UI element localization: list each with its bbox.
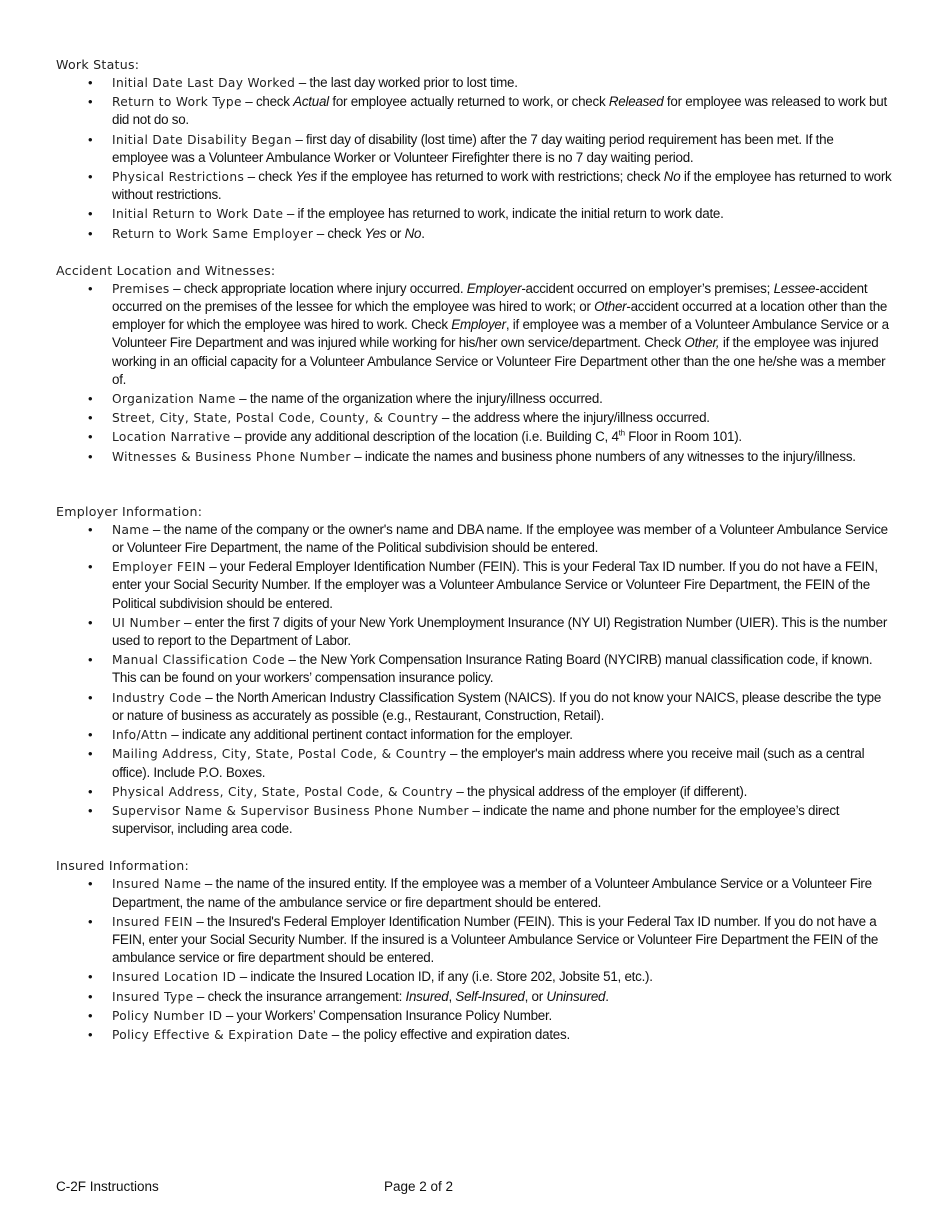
- emphasis-text: Yes: [295, 169, 318, 185]
- field-term: Physical Restrictions: [112, 170, 245, 185]
- field-term: UI Number: [112, 615, 181, 630]
- description-text: – the last day worked prior to lost time.: [295, 75, 518, 90]
- field-term: Return to Work Same Employer: [112, 226, 314, 241]
- description-text: .: [421, 225, 425, 241]
- description-text: – your Federal Employer Identification Number (FEIN). This is your Federal Tax ID number. If you do not have a FEIN, enter your Social Security Number. If the employer was a Volunteer Ambulance Service or Volunteer Fire Department, the FEIN of the Political subdivision should be entered.: [112, 559, 878, 611]
- list-item: [112, 390, 892, 408]
- field-term: Physical Address, City, State, Postal Code, & Country: [112, 784, 453, 799]
- description-text: – the address where the injury/illness occurred.: [438, 410, 710, 426]
- emphasis-text: No: [404, 225, 422, 241]
- list-item: [112, 280, 892, 389]
- description-text: – the employer's main address where you receive mail (such as a central office). Include P.O. Boxes.: [112, 746, 865, 780]
- field-term: Insured Location ID: [112, 970, 237, 985]
- description-text: – check: [241, 94, 294, 110]
- page-number: Page 2 of 2: [384, 1179, 454, 1194]
- section-employer-information: [56, 503, 892, 838]
- list-item: [112, 205, 892, 223]
- field-term: Employer FEIN: [112, 560, 206, 575]
- description-text: – check the insurance arrangement:: [193, 988, 406, 1004]
- description-text: – indicate the name and phone number for the employee’s direct supervisor, including area code.: [112, 802, 840, 837]
- list-item: [112, 409, 892, 427]
- field-term: Location Narrative: [112, 430, 231, 445]
- description-text: – check appropriate location where injury occurred.: [169, 280, 467, 296]
- description-text: – indicate any additional pertinent contact information for the employer.: [167, 727, 573, 743]
- bullet-list: [56, 875, 892, 1044]
- description-text: – indicate the Insured Location ID, if any (i.e. Store 202, Jobsite 51, etc.).: [236, 969, 653, 985]
- emphasis-text: Yes: [364, 225, 387, 241]
- description-text: – the name of the organization where the injury/illness occurred.: [235, 391, 603, 407]
- list-item: [112, 968, 892, 986]
- description-text: , if employee was a member of a Volunteer Ambulance Service or a Volunteer Fire Department and was injured while working for his/her own service/department. Check: [112, 317, 889, 351]
- field-term: Return to Work Type: [112, 95, 242, 110]
- field-term: Name: [112, 522, 150, 537]
- section-title: Accident Location and Witnesses:: [56, 262, 276, 278]
- field-term: Supervisor Name & Supervisor Business Phone Number: [112, 803, 469, 818]
- list-item: [112, 448, 892, 466]
- section-title: Work Status:: [56, 57, 140, 72]
- document-body: [56, 56, 892, 1045]
- section-insured-information: [56, 857, 892, 1044]
- field-term: Witnesses & Business Phone Number: [112, 449, 351, 464]
- list-item: [112, 745, 892, 781]
- bullet-list: [56, 74, 892, 243]
- description-text: -accident occurred at a location other than the employer for which the employee was hired to work. Check: [112, 299, 888, 333]
- description-text: – the North American Industry Classification System (NAICS). If you do not know your NAICS, please describe the type or nature of business as accurately as possible (e.g., Restaurant, Construction, Retail).: [112, 689, 882, 723]
- list-item: [112, 614, 892, 650]
- section-work-status: [56, 56, 892, 243]
- description-text: , or: [524, 988, 547, 1004]
- description-text: – if the employee has returned to work, indicate the initial return to work date.: [283, 206, 724, 222]
- field-term: Info/Attn: [112, 728, 168, 743]
- emphasis-text: Other,: [684, 335, 720, 351]
- description-text: – the name of the company or the owner's name and DBA name. If the employee was member of a Volunteer Ambulance Service or Volunteer Fire Department, the name of the Political subdivision should be entered.: [112, 521, 888, 556]
- emphasis-text: No: [663, 169, 681, 185]
- emphasis-text: Released: [608, 94, 664, 110]
- emphasis-text: Uninsured: [546, 988, 606, 1004]
- emphasis-text: Self-Insured: [455, 988, 525, 1004]
- list-item: [112, 428, 892, 446]
- list-item: [112, 726, 892, 744]
- list-item: [112, 558, 892, 613]
- description-text: – enter the first 7 digits of your New York Unemployment Insurance (NY UI) Registration Number (UIER). This is the number used to report to the Department of Labor.: [112, 614, 888, 649]
- field-term: Initial Return to Work Date: [112, 207, 284, 222]
- field-term: Industry Code: [112, 690, 202, 705]
- section-title: Insured Information:: [56, 858, 190, 874]
- list-item: [112, 168, 892, 204]
- emphasis-text: Employer: [466, 280, 522, 296]
- emphasis-text: Insured: [405, 988, 449, 1004]
- description-text: ,: [448, 988, 456, 1004]
- description-text: – the physical address of the employer (if different).: [452, 783, 748, 799]
- description-text: – indicate the names and business phone numbers of any witnesses to the injury/illness.: [350, 448, 856, 464]
- description-text: Floor in Room 101).: [624, 429, 742, 445]
- list-item: [112, 783, 892, 801]
- superscript-text: th: [618, 428, 625, 438]
- field-term: Street, City, State, Postal Code, County, & Country: [112, 411, 439, 426]
- field-term: Manual Classification Code: [112, 653, 285, 668]
- list-item: [112, 74, 892, 92]
- list-item: [112, 988, 892, 1006]
- description-text: -accident occurred on employer’s premises;: [521, 280, 774, 296]
- bullet-list: [56, 280, 892, 466]
- section-title: Employer Information:: [56, 503, 203, 519]
- description-text: – the Insured's Federal Employer Identification Number (FEIN). This is your Federal Tax ID number. If you do not have a FEIN, enter your Social Security Number. If the insured is a Volunteer Ambulance Service or Volunteer Fire Department the FEIN of the ambulance service or fire department should be entered.: [112, 913, 879, 966]
- description-text: – the New York Compensation Insurance Rating Board (NYCIRB) manual classification code, if known. This can be found on your workers’ compensation insurance policy.: [112, 652, 873, 686]
- list-item: [112, 913, 892, 968]
- list-item: [112, 131, 892, 167]
- bullet-list: [56, 521, 892, 838]
- description-text: for employee actually returned to work, or check: [328, 94, 609, 110]
- description-text: for employee was released to work but did not do so.: [112, 94, 887, 128]
- field-term: Policy Effective & Expiration Date: [112, 1027, 329, 1042]
- form-label: C-2F Instructions: [56, 1179, 159, 1194]
- description-text: – first day of disability (lost time) after the 7 day waiting period requirement has been met. If the employee was a Volunteer Ambulance Worker or Volunteer Firefighter there is no 7 day waiting period.: [112, 131, 834, 165]
- description-text: if the employee has returned to work without restrictions.: [112, 169, 892, 203]
- emphasis-text: Other: [594, 299, 627, 315]
- field-term: Premises: [112, 281, 170, 296]
- list-item: [112, 802, 892, 838]
- description-text: – provide any additional description of the location (i.e. Building C, 4: [230, 429, 619, 445]
- description-text: – the name of the insured entity. If the employee was a member of a Volunteer Ambulance Service or a Volunteer Fire Department, the name of the ambulance service or fire department should be entered.: [112, 876, 872, 910]
- list-item: [112, 521, 892, 557]
- description-text: -accident occurred on the premises of the lessee for which the employee was hired to work; or: [112, 280, 868, 315]
- field-term: Policy Number ID: [112, 1008, 223, 1023]
- field-term: Mailing Address, City, State, Postal Code, & Country: [112, 747, 447, 762]
- field-term: Insured Type: [112, 989, 194, 1004]
- emphasis-text: Lessee: [773, 280, 816, 296]
- description-text: – your Workers’ Compensation Insurance Policy Number.: [222, 1007, 552, 1023]
- field-term: Insured Name: [112, 877, 202, 892]
- list-item: [112, 651, 892, 687]
- list-item: [112, 875, 892, 911]
- description-text: if the employee has returned to work with restrictions; check: [317, 169, 664, 185]
- field-term: Initial Date Last Day Worked: [112, 76, 296, 90]
- list-item: [112, 1026, 892, 1044]
- field-term: Organization Name: [112, 392, 236, 407]
- emphasis-text: Employer: [451, 317, 506, 333]
- description-text: – check: [244, 169, 296, 185]
- field-term: Initial Date Disability Began: [112, 132, 292, 147]
- list-item: [112, 1007, 892, 1025]
- section-accident-location: [56, 262, 892, 466]
- list-item: [112, 225, 892, 243]
- description-text: or: [386, 225, 405, 241]
- description-text: – the policy effective and expiration dates.: [328, 1026, 570, 1042]
- description-text: – check: [313, 225, 365, 241]
- description-text: if the employee was injured working in an official capacity for a Volunteer Ambulance Service or Volunteer Fire Department other than the one he/she was a member of.: [112, 335, 886, 387]
- list-item: [112, 93, 892, 129]
- description-text: .: [605, 988, 609, 1004]
- list-item: [112, 689, 892, 725]
- field-term: Insured FEIN: [112, 914, 193, 929]
- emphasis-text: Actual: [293, 94, 329, 110]
